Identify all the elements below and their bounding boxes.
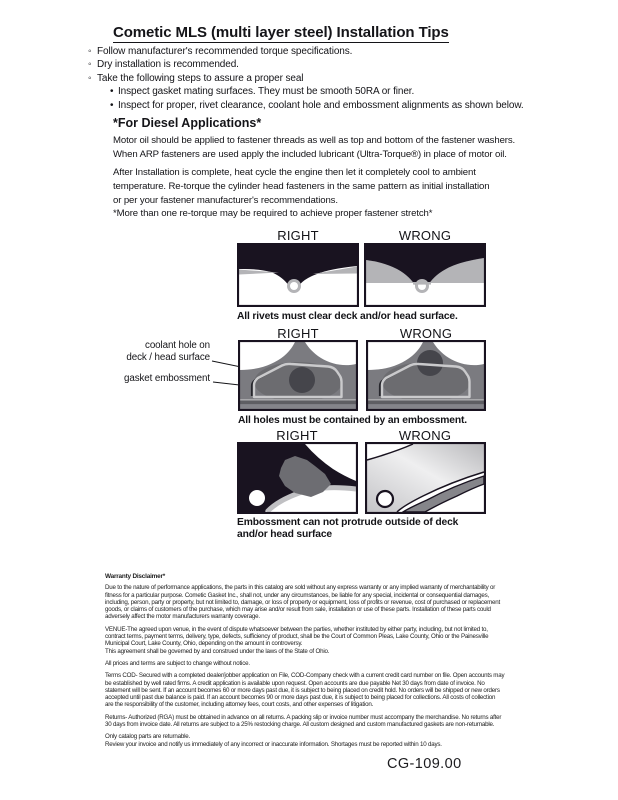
page-title: Cometic MLS (multi layer steel) Installation Tips bbox=[113, 24, 449, 41]
diesel-paragraph-1: Motor oil should be applied to fastener threads as well as top and bottom of the fastener washers. When ARP fasteners are used apply the included lubricant (Ultra-Torque®) in place of motor oil. bbox=[113, 135, 516, 160]
bullet-icon: ◦ bbox=[88, 72, 92, 84]
disclaimer-paragraph: All prices and terms are subject to change without notice. bbox=[105, 659, 250, 667]
page-code: CG-109.00 bbox=[387, 756, 462, 772]
row1-wrong-label: WRONG bbox=[398, 228, 452, 243]
row2-right-label: RIGHT bbox=[277, 326, 319, 341]
row3-wrong-label: WRONG bbox=[398, 428, 452, 443]
bolt-hole-icon bbox=[377, 491, 393, 507]
coolant-hole-annotation: coolant hole on deck / head surface bbox=[126, 340, 210, 363]
row2-caption: All holes must be contained by an embossment. bbox=[238, 415, 467, 426]
row2-wrong-label: WRONG bbox=[399, 326, 453, 341]
disclaimer-paragraph: VENUE-The agreed upon venue, in the event of dispute whatsoever between the parties, whether instituted by either party, including, but not limited to, contract terms, payment terms, delivery, type, defects, sufficiency of product, shall be the Court of Common Pleas, Lake County, Ohio or the Painesville Municipal Court, Lake County, Ohio, depending on the amount in controversy. This agreement shall be governed by and construed under the laws of the State of Ohio. bbox=[105, 625, 489, 655]
rivet-clearance-wrong-figure bbox=[364, 243, 486, 307]
embossment-wrong-figure bbox=[366, 340, 486, 411]
disclaimer-heading: Warranty Disclaimer* bbox=[105, 573, 166, 580]
list-item bbox=[110, 85, 524, 98]
sub-bullet-icon: • bbox=[110, 99, 114, 111]
disclaimer-paragraph: Due to the nature of performance applications, the parts in this catalog are sold without any express warranty or any implied warranty of merchantability or fitness for a particular purpose. Cometic Gasket Inc., shall not, under any circumstances, be liable for any special, incidental or consequential damages, including, person, party or property, but not limited to, damage, or loss of property or equipment, loss of profits or revenue, cost of purchased or replacement goods, or claims of customers of the purchase, which may arise and/or result from sale, installation or use of these parts. Installation of these parts could adversely affect the motor manufacturers warranty coverage. bbox=[105, 584, 501, 621]
rivet-clearance-right-figure bbox=[237, 243, 359, 307]
disclaimer-paragraph: Returns- Authorized (RGA) must be obtained in advance on all returns. A packing slip or invoice number must accompany the merchandise. No returns after 30 days from invoice date. All returns are subject to a 25% restocking charge. All custom designed and custom manufactured gaskets are non-returnable. bbox=[105, 713, 502, 729]
sub-bullet-icon: • bbox=[110, 86, 114, 98]
diesel-section-heading: *For Diesel Applications* bbox=[113, 116, 262, 130]
list-item bbox=[88, 72, 524, 85]
row3-right-label: RIGHT bbox=[276, 428, 318, 443]
list-item bbox=[110, 99, 524, 112]
row1-right-label: RIGHT bbox=[277, 228, 319, 243]
protrusion-right-figure bbox=[237, 442, 358, 514]
installation-tips-list bbox=[88, 45, 524, 112]
list-item-text: Follow manufacturer's recommended torque specifications. bbox=[97, 46, 353, 57]
list-item bbox=[88, 58, 524, 71]
coolant-hole-icon bbox=[289, 367, 315, 393]
warranty-disclaimer bbox=[105, 573, 575, 753]
disclaimer-paragraph: Terms COD- Secured with a completed dealer/jobber application on File, COD-Company check with a current credit card number on file. Open accounts may be established by well rated firms. A credit application is available upon request. Open accounts are due payable Net 30 days from date of invoice. No statement will be sent. If an account becomes 60 or more days past due, it is subject to being placed on credit hold. No orders will be shipped or new orders accepted until past due balance is paid. If an account becomes 90 or more days past due, it is subject to being placed for collections. All costs of collection are the responsibility of the customer, including attorney fees, court costs, and other expenses of litigation. bbox=[105, 672, 505, 709]
bullet-icon: ◦ bbox=[88, 46, 92, 57]
bullet-icon: ◦ bbox=[88, 59, 92, 71]
list-item-text: Dry installation is recommended. bbox=[97, 59, 239, 71]
list-item-text: Inspect gasket mating surfaces. They must be smooth 50RA or finer. bbox=[118, 86, 415, 98]
deck-edge-over-rivet bbox=[413, 282, 431, 285]
row3-caption: Embossment can not protrude outside of deck and/or head surface bbox=[237, 517, 459, 540]
bolt-hole-icon bbox=[249, 490, 265, 506]
diesel-paragraph-2: After Installation is complete, heat cycle the engine then let it completely cool to ambient temperature. Re-torque the cylinder head fasteners in the same pattern as initial installation or per your fastener manufacturer's recommendations. bbox=[113, 167, 490, 206]
list-item bbox=[88, 45, 524, 58]
disclaimer-paragraph: Only catalog parts are returnable. Review your invoice and notify us immediately of any incorrect or inaccurate information. Shortages must be reported within 10 days. bbox=[105, 733, 442, 748]
gasket-embossment-annotation: gasket embossment bbox=[124, 373, 210, 384]
list-item-text: Take the following steps to assure a proper seal bbox=[97, 72, 304, 84]
retorque-note: *More than one re-torque may be required to achieve proper fastener stretch* bbox=[113, 208, 433, 219]
list-item-text: Inspect for proper, rivet clearance, coolant hole and embossment alignments as shown below. bbox=[118, 99, 524, 111]
row1-caption: All rivets must clear deck and/or head surface. bbox=[237, 311, 458, 322]
protrusion-wrong-figure bbox=[365, 442, 486, 514]
embossment-right-figure bbox=[238, 340, 358, 411]
